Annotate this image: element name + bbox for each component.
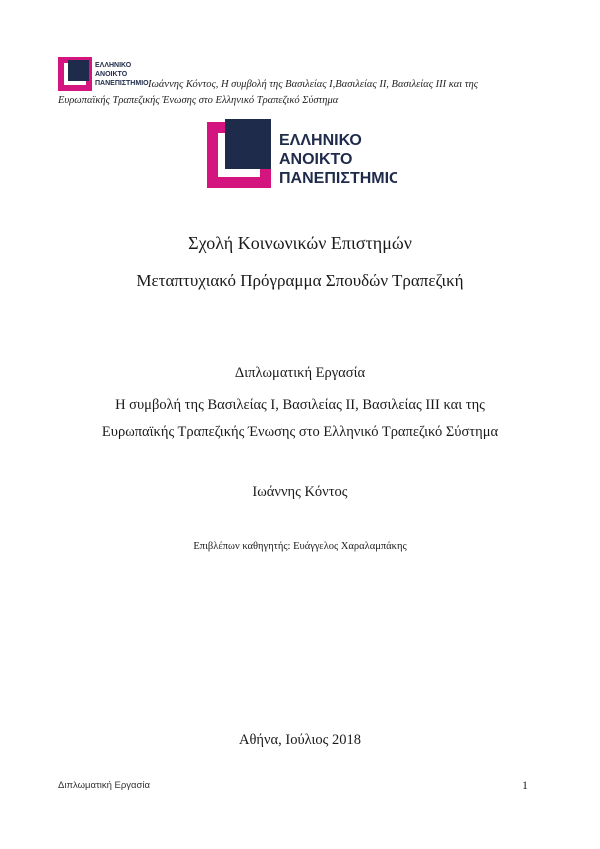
main-logo bbox=[207, 119, 397, 196]
university-logo-icon bbox=[58, 57, 150, 93]
thesis-type: Διπλωματική Εργασία bbox=[234, 365, 366, 381]
author-name: Ιωάννης Κόντος bbox=[252, 484, 348, 500]
header-logo-line1: ΕΛΛΗΝΙΚΟ bbox=[95, 62, 132, 69]
main-logo-line2: ΑΝΟΙΚΤΟ bbox=[279, 151, 353, 168]
running-title-line1: Ιωάννης Κόντος, Η συμβολή της Βασιλείας Ι,Βασιλείας ΙΙ, Βασιλείας ΙΙΙ και της bbox=[148, 79, 479, 90]
header-logo bbox=[58, 57, 150, 98]
thesis-title-line2: Ευρωπαϊκής Τραπεζικής Ένωσης στο Ελληνικό Τραπεζικό Σύστημα bbox=[101, 424, 499, 440]
footer-label: Διπλωματική Εργασία bbox=[58, 780, 150, 791]
page-number: 1 bbox=[522, 778, 528, 792]
running-title-line2: Ευρωπαϊκής Τραπεζικής Ένωσης στο Ελληνικό Τραπεζικό Σύστημα bbox=[58, 95, 339, 106]
main-logo-line1: ΕΛΛΗΝΙΚΟ bbox=[279, 132, 362, 149]
header-logo-line3: ΠΑΝΕΠΙΣΤΗΜΙΟ bbox=[95, 80, 149, 87]
school-name: Σχολή Κοινωνικών Επιστημών bbox=[188, 233, 412, 253]
place-date: Αθήνα, Ιούλιος 2018 bbox=[238, 732, 362, 748]
main-logo-line3: ΠΑΝΕΠΙΣΤΗΜΙΟ bbox=[279, 170, 397, 187]
thesis-title-line1: Η συμβολή της Βασιλείας Ι, Βασιλείας ΙΙ, Βασιλείας ΙΙΙ και της bbox=[115, 397, 485, 413]
program-name: Μεταπτυχιακό Πρόγραμμα Σπουδών Τραπεζική bbox=[136, 271, 464, 290]
supervisor: Επιβλέπων καθηγητής: Ευάγγελος Χαραλαμπάκης bbox=[193, 541, 407, 552]
university-logo-large-icon bbox=[207, 119, 397, 191]
header-logo-line2: ΑΝΟΙΚΤΟ bbox=[95, 71, 128, 78]
